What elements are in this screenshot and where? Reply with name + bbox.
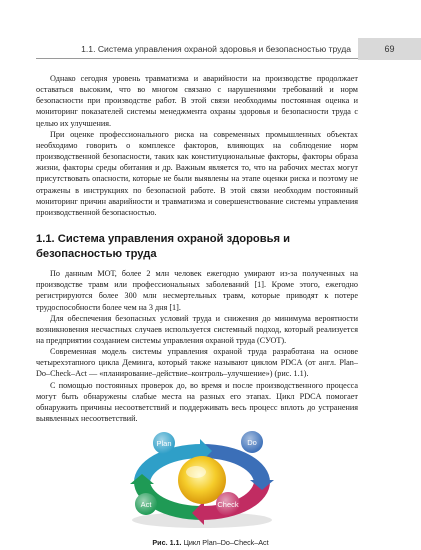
- caption-text: Цикл Plan–Do–Check–Act: [183, 538, 269, 547]
- header-rule: [36, 58, 358, 59]
- figure-caption: [0, 538, 421, 547]
- label-act: Act: [140, 500, 152, 509]
- section-paragraph-2: Для обеспечения безопасных условий труда и снижения до минимума вероятности возникновения несчастных случаев используется системный подход, который реализуется на предприятии созданием системы управления охраной труда (СУОТ).: [36, 313, 358, 345]
- node-plan: [153, 432, 175, 454]
- section-heading: 1.1. Система управления охраной здоровья и безопасностью труда: [36, 233, 291, 260]
- center-sphere-highlight: [186, 466, 206, 478]
- intro-paragraph-1: Однако сегодня уровень травматизма и аварийности на производстве продолжает оставаться высоким, что во многом связано с нарушениями требований и норм безопасности при производстве работ. В этой связи необходимы постоянная оценка и мониторинг показателей системы менеджмента охраны здоровья и безопасности труда с целью их улучшения.: [36, 74, 358, 128]
- section-paragraph-1: По данным МОТ, более 2 млн человек ежегодно умирают из-за полученных на производстве травм или профессиональных заболеваний [1]. Кроме этого, ежегодно регистрируются более 300 млн несмертельных травм, которые приводят к потере трудоспособности более чем на 3 дня [1].: [36, 269, 358, 312]
- node-do: [241, 431, 263, 453]
- intro-paragraph-2: При оценке профессионального риска на современных промышленных объектах необходимо говорить о комплексе факторов, влияющих на соблюдение норм производственной безопасности, таких как конституциональные факторы, факторы образа жизни, факторы среды обитания и др. Важным является то, что на рабочих местах могут присутствовать опасности, которые не были выявлены на этапе оценки риска и поэтому не отражены в инструкциях по безопасной работе. В этой связи необходим постоянный мониторинг причин аварийности и травматизма и совершенствование системы управления производственной безопасностью.: [36, 129, 358, 217]
- pdca-cycle-diagram: [112, 428, 292, 534]
- label-check: Check: [217, 500, 239, 509]
- label-plan: Plan: [156, 439, 172, 448]
- node-act: [135, 493, 157, 515]
- pdca-figure: [112, 428, 292, 534]
- running-title: 1.1. Система управления охраной здоровья и безопасностью труда: [81, 44, 351, 54]
- section-paragraph-4: С помощью постоянных проверок до, во время и после производственного процесса могут быть обнаружены слабые места на разных его этапах. Цикл PDCA помогает обнаружить причины несоответствий и поддерживать весь процесс вплоть до устранения выявленных несоответствий.: [36, 380, 358, 424]
- node-check: [216, 492, 240, 516]
- caption-label: Рис. 1.1.: [152, 538, 182, 547]
- page-number: 69: [384, 44, 395, 54]
- label-do: Do: [247, 438, 257, 447]
- page-header: [0, 38, 421, 60]
- page-body: [36, 73, 358, 424]
- page-number-tab: [358, 38, 421, 60]
- section-paragraph-3: Современная модель системы управления охраной труда разработана на основе четырехэтапного цикла Деминга, который также называют циклом PDCA (от англ. Plan–Do–Check–Act — «планирование–действие–контроль–улучшение») (рис. 1.1).: [36, 347, 358, 379]
